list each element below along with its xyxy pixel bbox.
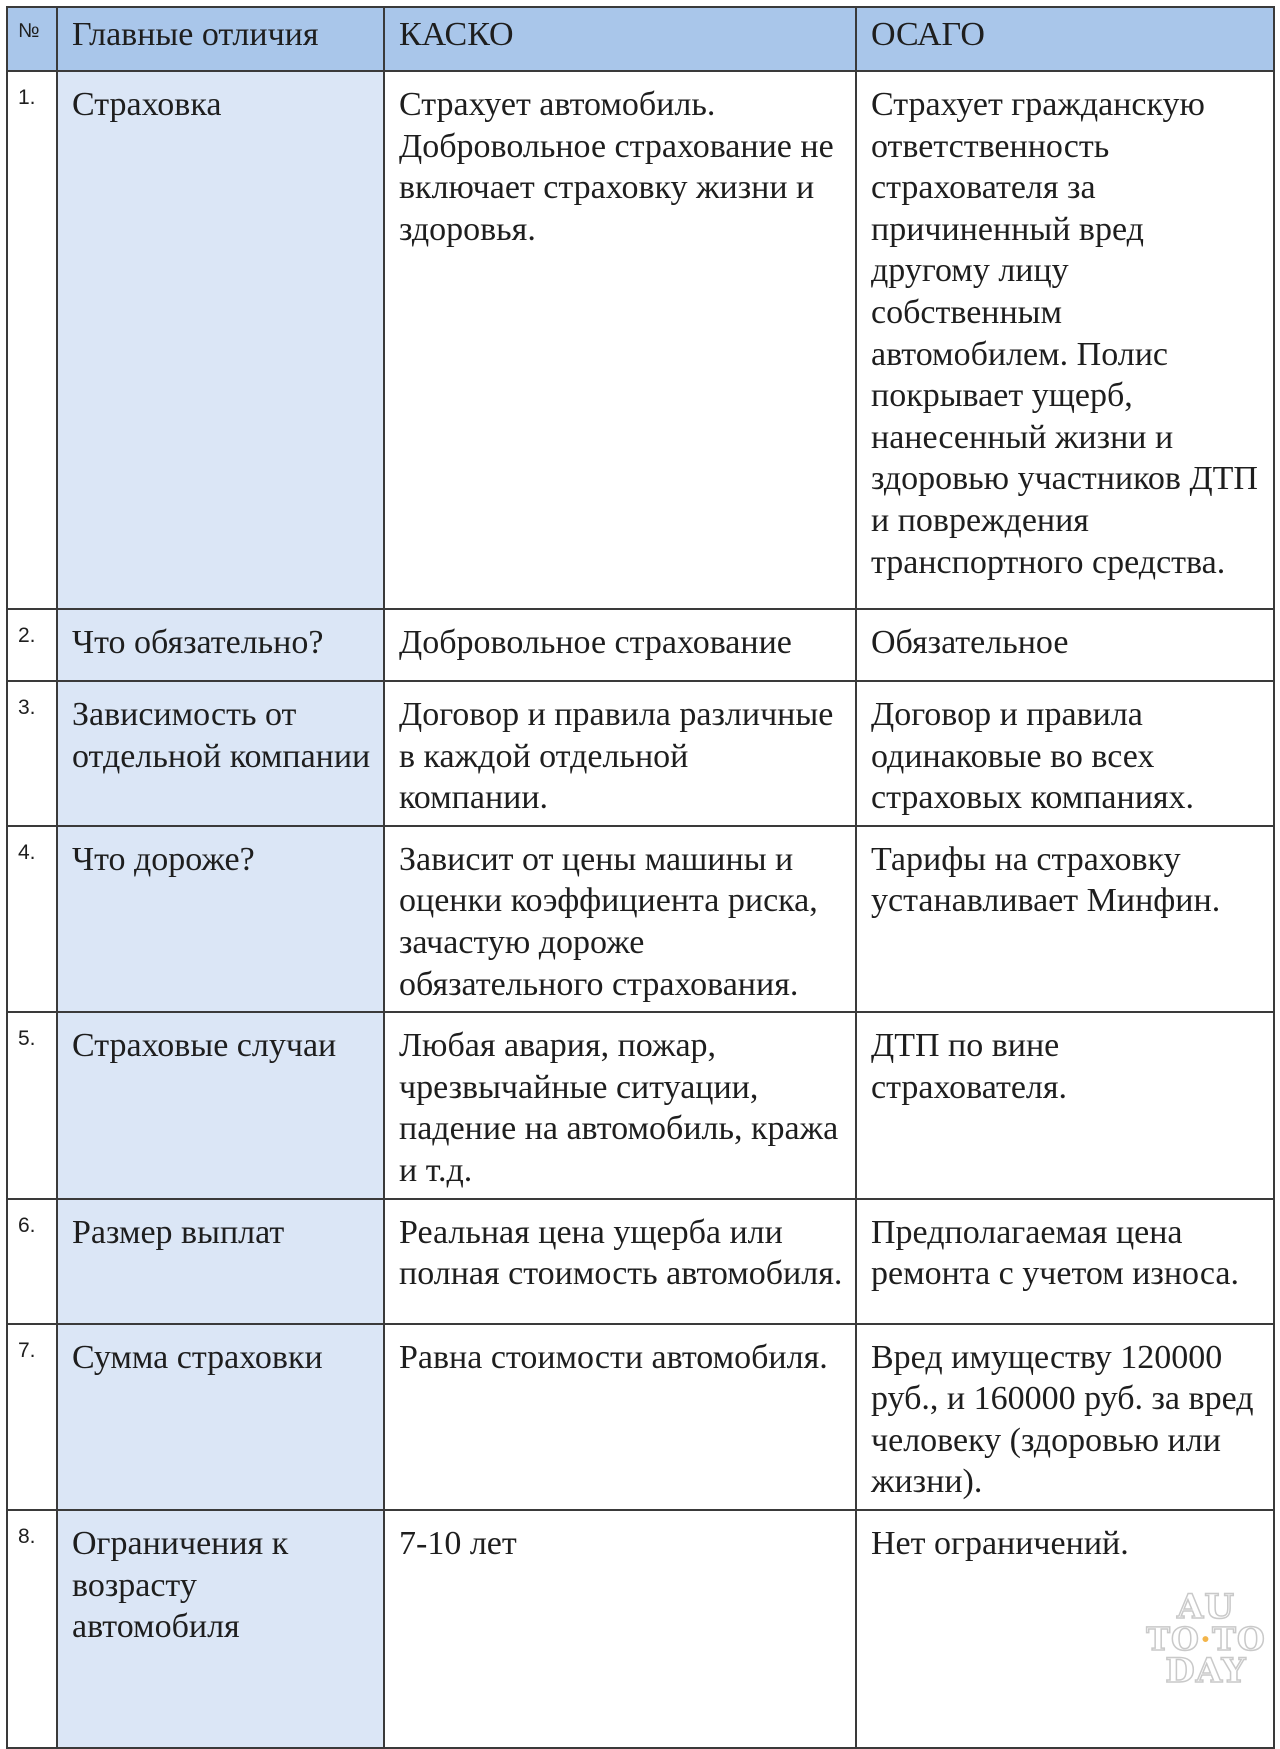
table-row <box>7 609 1274 681</box>
table-row <box>7 1012 1274 1198</box>
header-criterion: Главные отличия <box>57 7 384 71</box>
header-number: № <box>7 7 57 71</box>
row-kasko: Зависит от цены машины и оценки коэффициента риска, зачастую дороже обязательного страхования. <box>384 826 856 1012</box>
row-criterion: Страховка <box>57 71 384 609</box>
row-osago: Страхует гражданскую ответственность страхователя за причиненный вред другому лицу собственным автомобилем. Полис покрывает ущерб, нанесенный жизни и здоровью участников ДТП и повреждения транспортного средства. <box>856 71 1274 609</box>
header-kasko: КАСКО <box>384 7 856 71</box>
row-criterion: Размер выплат <box>57 1199 384 1324</box>
row-number: 3. <box>7 681 57 826</box>
row-osago: Тарифы на страховку устанавливает Минфин. <box>856 826 1274 1012</box>
row-kasko: Реальная цена ущерба или полная стоимость автомобиля. <box>384 1199 856 1324</box>
row-kasko: 7-10 лет <box>384 1510 856 1748</box>
header-row <box>7 7 1274 71</box>
row-osago: Нет ограничений. <box>856 1510 1274 1748</box>
row-number: 4. <box>7 826 57 1012</box>
row-kasko: Равна стоимости автомобиля. <box>384 1324 856 1510</box>
row-osago: ДТП по вине страхователя. <box>856 1012 1274 1198</box>
row-number: 6. <box>7 1199 57 1324</box>
row-criterion: Страховые случаи <box>57 1012 384 1198</box>
row-criterion: Сумма страховки <box>57 1324 384 1510</box>
row-criterion: Зависимость от отдельной компании <box>57 681 384 826</box>
row-number: 8. <box>7 1510 57 1748</box>
row-kasko: Договор и правила различные в каждой отдельной компании. <box>384 681 856 826</box>
table-row <box>7 1510 1274 1748</box>
row-number: 1. <box>7 71 57 609</box>
table-row <box>7 71 1274 609</box>
row-criterion: Что дороже? <box>57 826 384 1012</box>
row-number: 5. <box>7 1012 57 1198</box>
table-row <box>7 826 1274 1012</box>
row-number: 2. <box>7 609 57 681</box>
table-row <box>7 681 1274 826</box>
watermark-dot: · <box>1199 1620 1213 1658</box>
row-criterion: Ограничения к возрасту автомобиля <box>57 1510 384 1748</box>
table-row <box>7 1199 1274 1324</box>
row-osago: Договор и правила одинаковые во всех страховых компаниях. <box>856 681 1274 826</box>
row-kasko: Любая авария, пожар, чрезвычайные ситуации, падение на автомобиль, кража и т.д. <box>384 1012 856 1198</box>
row-criterion: Что обязательно? <box>57 609 384 681</box>
row-osago: Предполагаемая цена ремонта с учетом износа. <box>856 1199 1274 1324</box>
row-kasko: Страхует автомобиль. Добровольное страхование не включает страховку жизни и здоровья. <box>384 71 856 609</box>
row-kasko: Добровольное страхование <box>384 609 856 681</box>
row-osago: Вред имуществу 120000 руб., и 160000 руб. за вред человеку (здоровью или жизни). <box>856 1324 1274 1510</box>
header-osago: ОСАГО <box>856 7 1274 71</box>
row-osago: Обязательное <box>856 609 1274 681</box>
row-number: 7. <box>7 1324 57 1510</box>
table-row <box>7 1324 1274 1510</box>
comparison-table <box>6 6 1275 1749</box>
